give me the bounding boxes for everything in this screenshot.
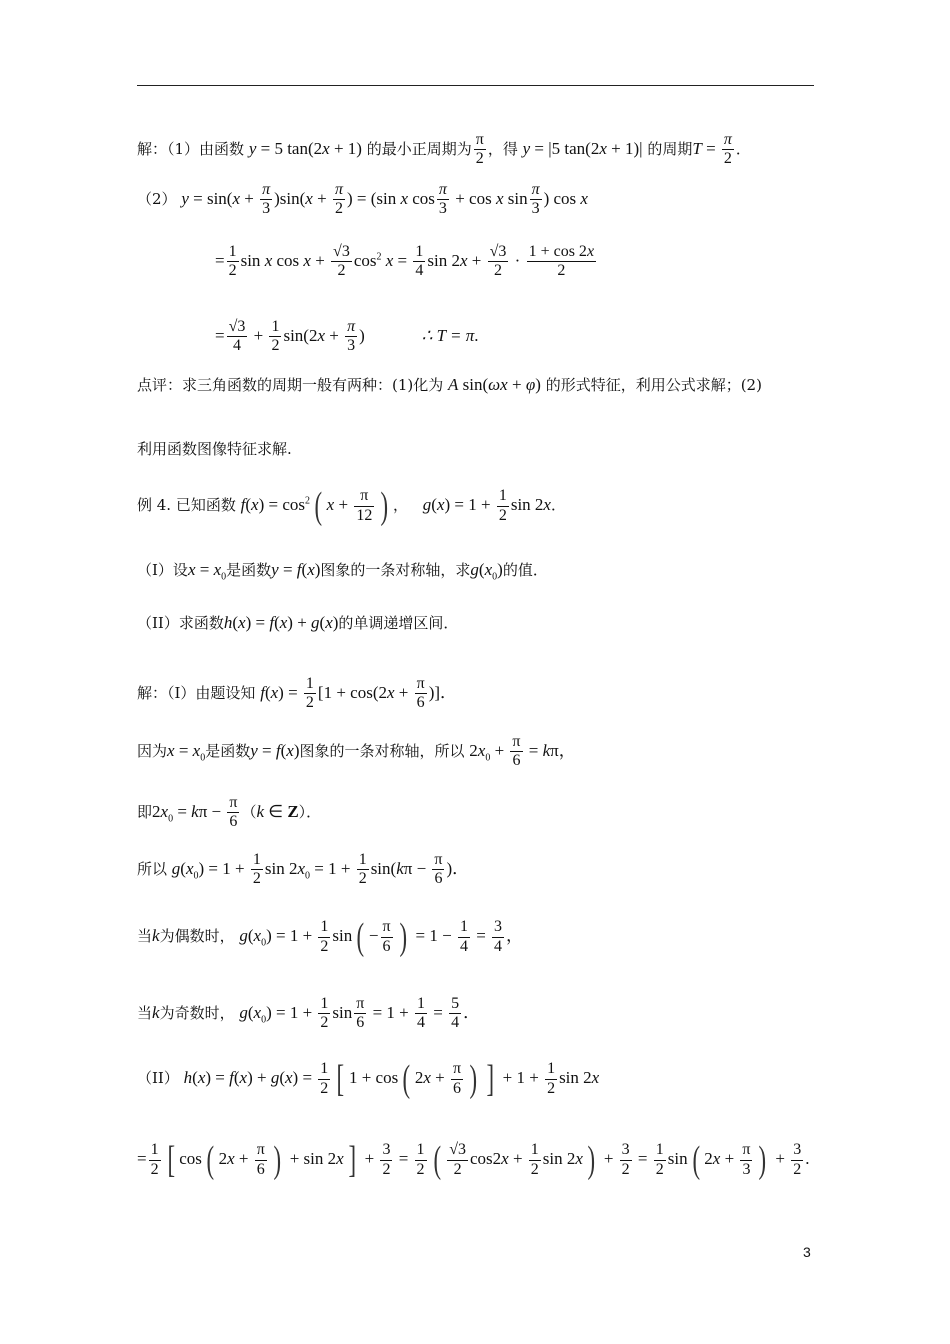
comment-line-2: 利用函数图像特征求解. [137, 440, 292, 458]
sol4-line-3: 即$2x_0 = k\pi$ − $\frac{\pi}{6}$ （k ∈ Z）． [137, 794, 322, 831]
sol3-text-1: 解：（1）由函数 [137, 139, 245, 158]
period-result: ∴ T = π [421, 325, 475, 345]
ex4-q1: （I）设$x = x_0$是函数y = f(x)图象的一条对称轴，求$g(x_0)$的值． [137, 560, 548, 583]
comment-line-1: 点评：求三角函数的周期一般有两种：(1)化为 A sin(ωx + φ) 的形式特征，利用公式求解；(2) [137, 375, 762, 394]
sol4-line-1: 解：（I）由题设知 f(x) = $\frac{1}{2}$ [1 + cos(2x + $\frac{\pi}{6}$ )]． [137, 675, 458, 712]
sol3-line-2: （2） y = sin(x + $\frac{\pi}{3}$ )sin(x + $\frac{\pi}{2}$ ) = (sin x cos $\frac{\pi}{3}$ + cos x sin $\frac{\pi}{3}$ ) cos x [137, 181, 588, 218]
sol3-text-2: 的最小正周期为 [366, 139, 472, 158]
sol3-line-1: 解：（1）由函数 y = 5 tan(2x + 1) 的最小正周期为 $\frac{\pi}{2}$ ，得 y = |5 tan(2x + 1)| 的周期T = $\frac{\pi}{2}$ ． [137, 131, 751, 168]
ex4-title: 例 4. 已知函数 $f(x) = \cos^2$ ( x + $\frac{\pi}{12}$ ) ， g(x) = 1 + $\frac{1}{2}$ sin 2x． [137, 485, 566, 527]
sol4-line-6: 当k为奇数时， $g(x_0) = 1$ + $\frac{1}{2}$ sin $\frac{\pi}{6}$ = 1 + $\frac{1}{4}$ = $\frac{5}{4}$ ． [137, 995, 481, 1032]
sol3-line-4: = $\frac{√3}{4}$ + $\frac{1}{2}$ sin(2x + $\frac{\pi}{3}$ ) ∴ T = π. [215, 318, 479, 355]
sol4-line-2: 因为$x = x_0$是函数y = f(x)图象的一条对称轴，所以 $2x_0$ + $\frac{\pi}{6}$ = kπ， [137, 733, 576, 770]
ex4-q2: （II）求函数h(x) = f(x) + g(x)的单调递增区间． [137, 613, 459, 632]
page-number: 3 [803, 1244, 811, 1260]
sol4-line-8: = $\frac{1}{2}$ [ cos ( 2x + $\frac{\pi}{6}$ ) + sin 2x ] + $\frac{3}{2}$ = $\frac{1}{2}$ ( $\frac{√3}{2}$ cos2x + $\frac{1}{2}$ sin 2x ) + $\frac{3}{2}$ = $\frac{1}{2}$ sin ( 2x + $\frac{\pi}{3}$ ) + $\frac{3}{2}$ . [137, 1139, 810, 1181]
sol4-line-4: 所以 $g(x_0) = 1$ + $\frac{1}{2}$ $\sin 2x_0 = 1$ + $\frac{1}{2}$ sin(kπ − $\frac{\pi}{6}$ )． [137, 851, 470, 888]
header-rule [137, 85, 814, 86]
sol3-line-3: = $\frac{1}{2}$ sin x cos x + $\frac{√3}{2}$ $\cos^2 x$ = $\frac{1}{4}$ sin 2x + $\frac{√3}{2}$ · $\frac{1 + \cos 2x}{2}$ [215, 243, 595, 280]
sol4-line-7: （II） h(x) = f(x) + g(x) = $\frac{1}{2}$ [ 1 + cos ( 2x + $\frac{\pi}{6}$ ) ] + 1 + $\frac{1}{2}$ sin 2x [137, 1058, 600, 1100]
sol4-line-5: 当k为偶数时， $g(x_0) = 1$ + $\frac{1}{2}$ sin ( − $\frac{\pi}{6}$ ) = 1 − $\frac{1}{4}$ = $\frac{3}{4}$ ， [137, 916, 524, 958]
